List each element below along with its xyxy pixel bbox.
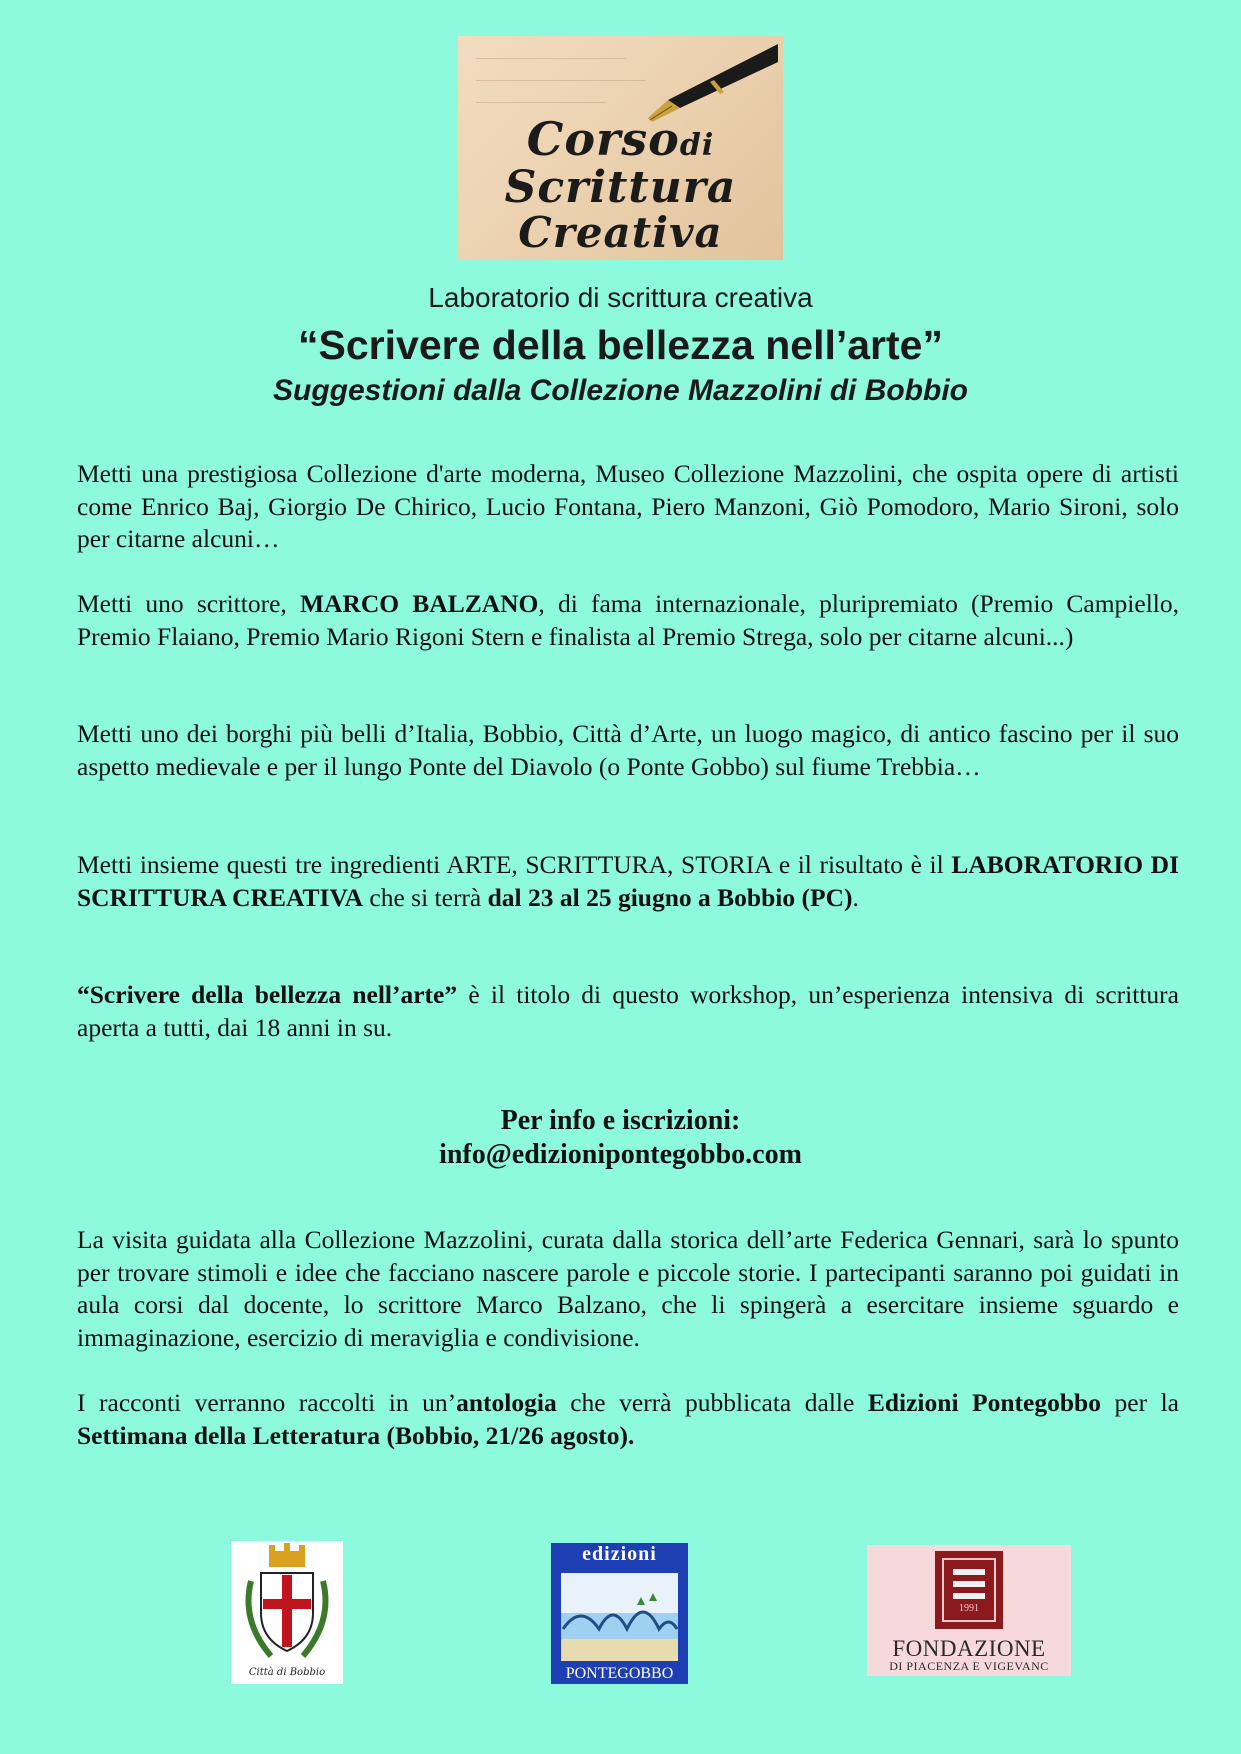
contact-email[interactable]: info@edizionipontegobbo.com [439,1139,802,1170]
paragraph-anthology: I racconti verranno raccolti in un’antologia che verrà pubblicata dalle Edizioni Pontegobbo per la Settimana della Letteratura (Bobbio, 21/26 agosto). [77,1388,1179,1450]
ponte-logo-bottom: PONTEGOBBO [565,1665,674,1682]
contact-info [0,1104,1241,1172]
paper-line [476,58,626,59]
fountain-pen-icon [628,42,778,122]
paper-line [476,102,606,103]
paragraph-workshop-title: “Scrivere della bellezza nell’arte” è il titolo di questo workshop, un’esperienza intensiva di scrittura aperta a tutti, dai 18 anni in su. [77,980,1179,1042]
contact-label: Per info e iscrizioni: [500,1105,741,1136]
page-subtitle: Laboratorio di scrittura creativa [428,282,813,313]
paper-line [476,80,646,81]
bobbio-coat-of-arms-icon [231,1541,343,1684]
hero-line-2: Scrittura [504,162,737,213]
fondazione-year: 1991 [959,1603,979,1614]
hero-line-1: Corsodi [526,112,715,166]
edizioni-pontegobbo-logo [551,1543,688,1684]
page-tagline: Suggestioni dalla Collezione Mazzolini di Bobbio [272,374,968,407]
page-title: “Scrivere della bellezza nell’arte” [298,322,943,368]
course-header-image [458,36,783,260]
fondazione-name: FONDAZIONE [892,1636,1046,1661]
bridge-icon [551,1543,688,1684]
ponte-logo-top: edizioni [582,1543,657,1565]
paragraph-village: Metti uno dei borghi più belli d’Italia, Bobbio, Città d’Arte, un luogo magico, di antico fascino per il suo aspetto medievale e per il lungo Ponte del Diavolo (o Ponte Gobbo) sul fiume Trebbia… [77,719,1179,781]
paragraph-visit: La visita guidata alla Collezione Mazzolini, curata dalla storica dell’arte Federica Gennari, sarà lo spunto per trovare stimoli e idee che facciano nascere parole e piccole storie. I partecipanti saranno poi guidati in aula corsi dal docente, lo scrittore Marco Balzano, che li spingerà a esercitare insieme sguardo e immaginazione, esercizio di meraviglia e condivisione. [77,1225,1179,1352]
hero-line-3: Creativa [518,208,723,257]
paragraph-writer: Metti uno scrittore, MARCO BALZANO, di fama internazionale, pluripremiato (Premio Campiello, Premio Flaiano, Premio Mario Rigoni Stern e finalista al Premio Strega, solo per citarne alcuni...) [77,589,1179,651]
paragraph-workshop-dates: Metti insieme questi tre ingredienti ARTE, SCRITTURA, STORIA e il risultato è il LABORATORIO DI SCRITTURA CREATIVA che si terrà dal 23 al 25 giugno a Bobbio (PC). [77,850,1179,912]
citta-di-bobbio-logo [231,1541,343,1684]
fondazione-piacenza-vigevano-logo [867,1545,1071,1676]
bobbio-logo-caption: Città di Bobbio [248,1667,326,1678]
paragraph-collection: Metti una prestigiosa Collezione d'arte moderna, Museo Collezione Mazzolini, che ospita opere di artisti come Enrico Baj, Giorgio De Chirico, Lucio Fontana, Piero Manzoni, Giò Pomodoro, Mario Sironi, solo per citarne alcuni… [77,459,1179,553]
fondazione-subtitle: DI PIACENZA E VIGEVANC [889,1659,1049,1673]
